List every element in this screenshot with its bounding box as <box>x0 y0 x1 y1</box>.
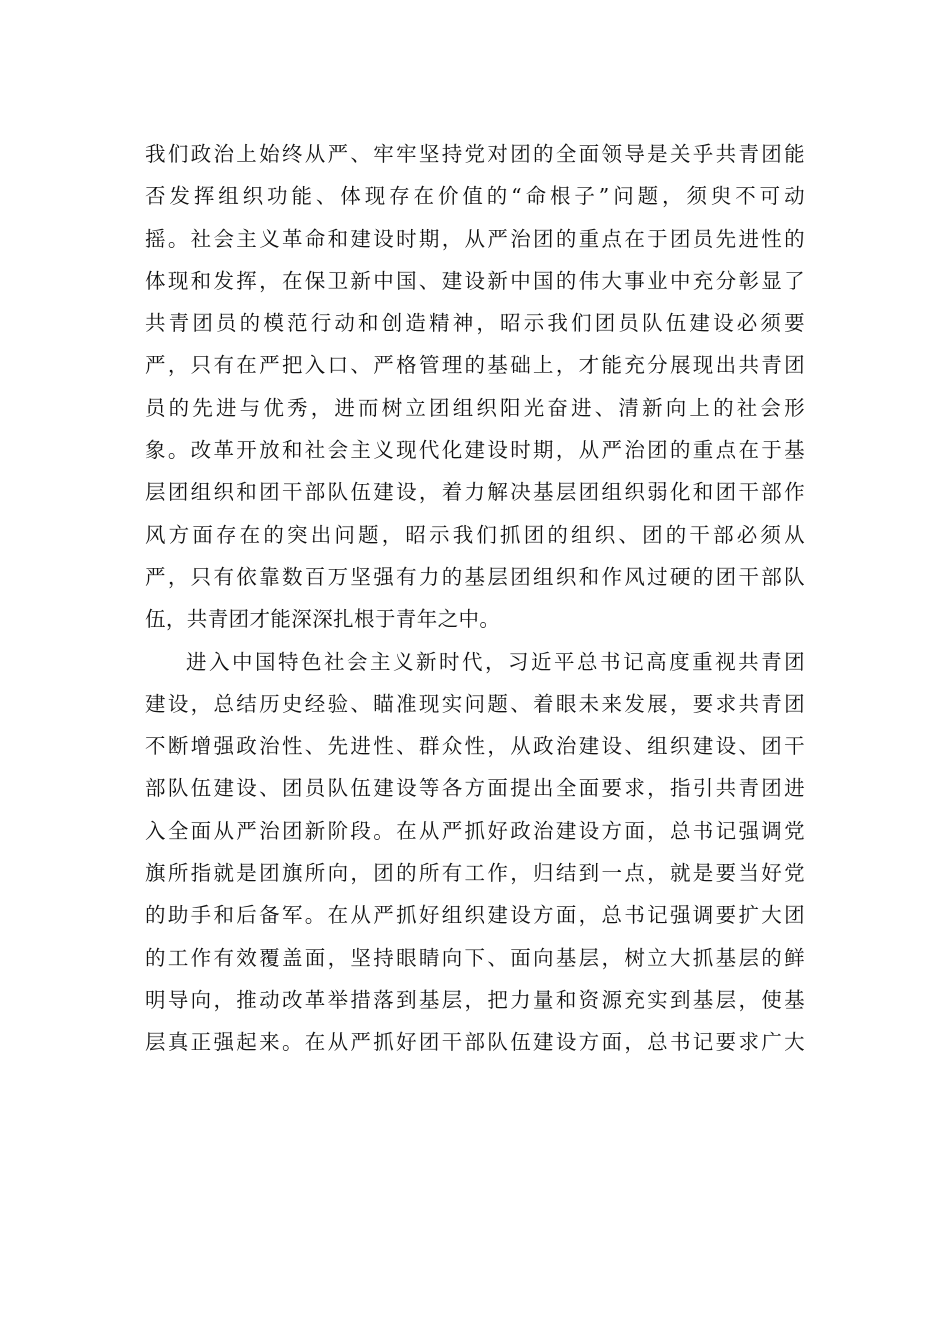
paragraph-2 <box>145 641 805 1064</box>
text-line: 明导向，推动改革举措落到基层，把力量和资源充实到基层，使基 <box>145 987 805 1012</box>
text-line: 严，只有依靠数百万坚强有力的基层团组织和作风过硬的团干部队 <box>145 564 805 589</box>
text-line: 风方面存在的突出问题，昭示我们抓团的组织、团的干部必须从 <box>145 522 805 547</box>
text-line: 进入中国特色社会主义新时代，习近平总书记高度重视共青团 <box>186 649 805 674</box>
text-line: 我们政治上始终从严、牢牢坚持党对团的全面领导是关乎共青团能 <box>145 142 805 166</box>
text-line: 的助手和后备军。在从严抓好组织建设方面，总书记强调要扩大团 <box>145 903 805 928</box>
text-line: 建设，总结历史经验、瞄准现实问题、着眼未来发展，要求共青团 <box>145 691 805 716</box>
text-line: 象。改革开放和社会主义现代化建设时期，从严治团的重点在于基 <box>145 438 805 463</box>
text-line: 不断增强政治性、先进性、群众性，从政治建设、组织建设、团干 <box>145 734 805 759</box>
text-line: 摇。社会主义革命和建设时期，从严治团的重点在于团员先进性的 <box>145 226 805 251</box>
text-line: 员的先进与优秀，进而树立团组织阳光奋进、清新向上的社会形 <box>145 395 805 420</box>
text-line: 体现和发挥，在保卫新中国、建设新中国的伟大事业中充分彰显了 <box>145 268 805 293</box>
text-line: 伍，共青团才能深深扎根于青年之中。 <box>145 607 501 632</box>
document-page <box>145 133 805 1064</box>
text-line: 的工作有效覆盖面，坚持眼睛向下、面向基层，树立大抓基层的鲜 <box>145 945 805 970</box>
text-line: 层真正强起来。在从严抓好团干部队伍建设方面，总书记要求广大 <box>145 1030 805 1055</box>
text-line: 否发挥组织功能、体现存在价值的“命根子”问题，须臾不可动 <box>145 184 805 209</box>
text-line: 旗所指就是团旗所向，团的所有工作，归结到一点，就是要当好党 <box>145 861 805 886</box>
paragraph-1 <box>145 133 805 641</box>
text-line: 严，只有在严把入口、严格管理的基础上，才能充分展现出共青团 <box>145 353 805 378</box>
text-line: 共青团员的模范行动和创造精神，昭示我们团员队伍建设必须要 <box>145 311 805 336</box>
text-line: 部队伍建设、团员队伍建设等各方面提出全面要求，指引共青团进 <box>145 776 805 801</box>
text-line: 层团组织和团干部队伍建设，着力解决基层团组织弱化和团干部作 <box>145 480 805 505</box>
text-line: 入全面从严治团新阶段。在从严抓好政治建设方面，总书记强调党 <box>145 818 805 843</box>
